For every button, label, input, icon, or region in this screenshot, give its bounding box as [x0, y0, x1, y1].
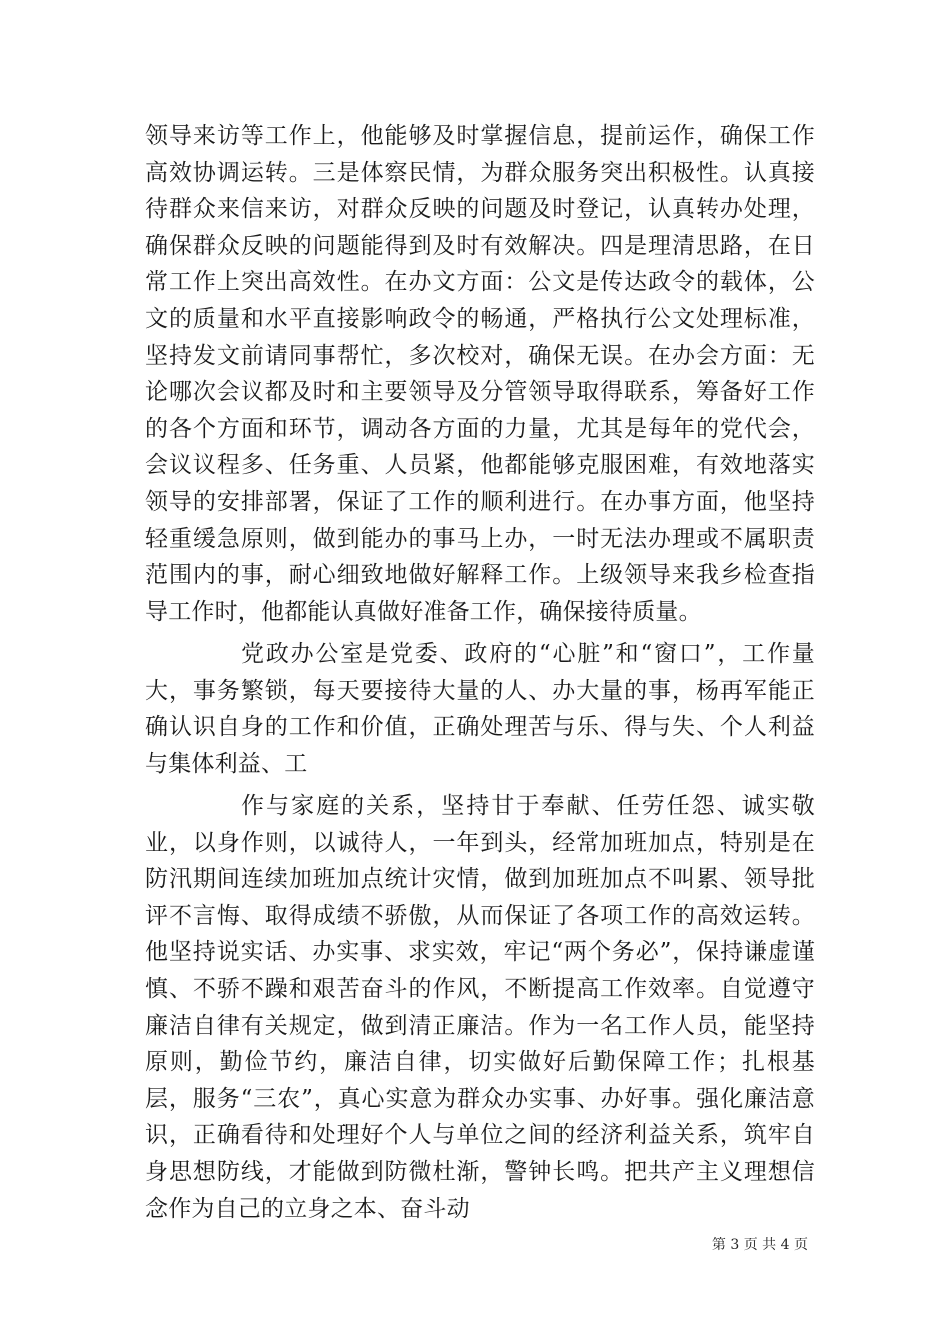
paragraph-3: 作与家庭的关系，坚持甘于奉献、任劳任怨、诚实敬业，以身作则，以诚待人，一年到头，经常加班加点，特别是在防汛期间连续加班加点统计灾情，做到加班加点不叫累、领导批评不言悔、取得成绩不骄傲，从而保证了各项工作的高效运转。他坚持说实话、办实事、求实效，牢记“两个务必”，保持谦虚谨慎、不骄不躁和艰苦奋斗的作风，不断提高工作效率。自觉遵守廉洁自律有关规定，做到清正廉洁。作为一名工作人员，能坚持原则，勤俭节约，廉洁自律，切实做好后勤保障工作；扎根基层，服务“三农”，真心实意为群众办实事、办好事。强化廉洁意识，正确看待和处理好个人与单位之间的经济利益关系，筑牢自身思想防线，才能做到防微杜渐，警钟长鸣。把共产主义理想信念作为自己的立身之本、奋斗动 — [145, 793, 815, 1222]
document-body — [145, 118, 815, 1227]
page-number-footer: 第 3 页 共 4 页 — [711, 1237, 808, 1253]
paragraph-1: 领导来访等工作上，他能够及时掌握信息，提前运作，确保工作高效协调运转。三是体察民情，为群众服务突出积极性。认真接待群众来信来访，对群众反映的问题及时登记，认真转办处理，确保群众反映的问题能得到及时有效解决。四是理清思路，在日常工作上突出高效性。在办文方面：公文是传达政令的载体，公文的质量和水平直接影响政令的畅通，严格执行公文处理标准，坚持发文前请同事帮忙，多次校对，确保无误。在办会方面：无论哪次会议都及时和主要领导及分管领导取得联系，筹备好工作的各个方面和环节，调动各方面的力量，尤其是每年的党代会，会议议程多、任务重、人员紧，他都能够克服困难，有效地落实领导的安排部署，保证了工作的顺利进行。在办事方面，他坚持轻重缓急原则，做到能办的事马上办，一时无法办理或不属职责范围内的事，耐心细致地做好解释工作。上级领导来我乡检查指导工作时，他都能认真做好准备工作，确保接待质量。 — [145, 123, 815, 625]
paragraph-2: 党政办公室是党委、政府的“心脏”和“窗口”，工作量大，事务繁锁，每天要接待大量的人、办大量的事，杨再军能正确认识自身的工作和价值，正确处理苦与乐、得与失、个人利益与集体利益、工 — [145, 641, 815, 777]
